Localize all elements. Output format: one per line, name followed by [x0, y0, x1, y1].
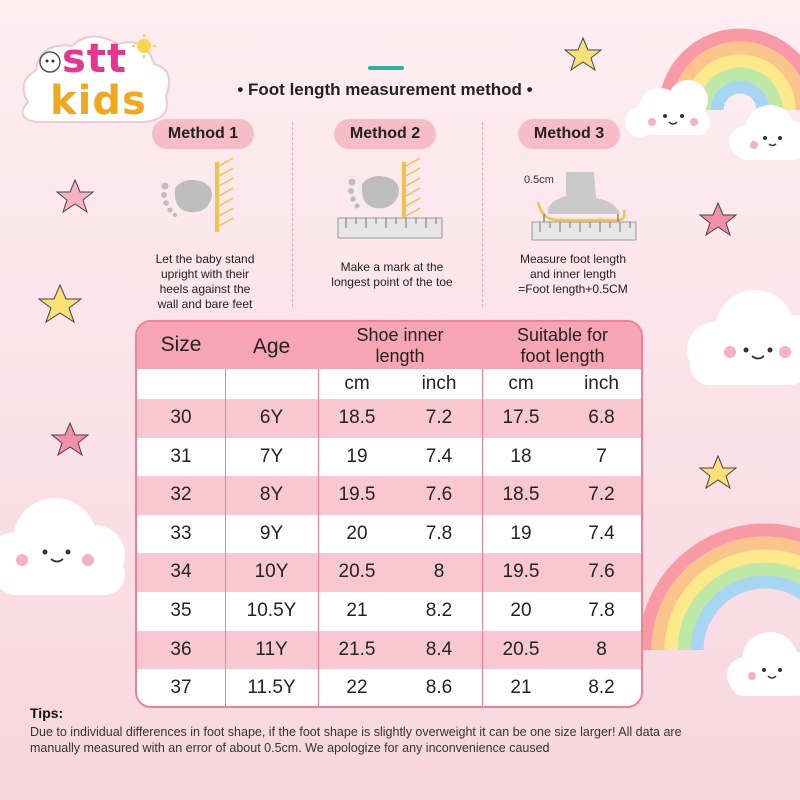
- cell-shoe-inch: 7.8: [425, 522, 453, 544]
- cell-shoe-cm: 20.5: [338, 561, 376, 583]
- cell-foot-cm: 20: [510, 600, 532, 621]
- cell-foot-inch: 6.8: [588, 407, 615, 428]
- rainbow-bottom-right: [645, 530, 800, 650]
- method-3-desc-line: Measure foot length: [519, 252, 627, 266]
- cell-size: 37: [170, 677, 192, 699]
- foot-on-ruler-icon: [336, 158, 446, 243]
- cell-size: 36: [170, 638, 192, 660]
- star-icon: [700, 456, 736, 488]
- table-row: [137, 592, 641, 631]
- star-icon: [39, 285, 81, 322]
- method-3-desc-line: =Foot length+0.5CM: [518, 282, 628, 296]
- header-line: length: [375, 346, 425, 366]
- cell-size: 31: [170, 445, 192, 467]
- method-2-label: Method 2: [334, 119, 436, 149]
- header-line: Shoe inner: [356, 325, 444, 345]
- header-line: Suitable for: [516, 325, 609, 345]
- cell-shoe-cm: 21.5: [338, 638, 376, 660]
- table-row: [137, 631, 641, 670]
- method-3-description: [498, 252, 648, 297]
- tips-text: Due to individual differences in foot shape, if the foot shape is slightly overweight it can be one size larger! All data are manually measured with an error of about 0.5cm. We apologize for any inconvenience caused: [30, 725, 682, 755]
- cell-foot-inch: 7.6: [588, 561, 615, 583]
- cell-age: 11Y: [255, 638, 288, 660]
- column-divider: [225, 369, 226, 706]
- shoe-on-ruler-icon: [530, 162, 640, 244]
- cell-foot-cm: 18.5: [502, 484, 540, 506]
- cell-shoe-inch: 7.6: [425, 484, 453, 506]
- header-size: Size: [160, 333, 202, 356]
- table-row: [137, 669, 641, 708]
- cell-age: 7Y: [259, 445, 284, 467]
- cell-shoe-inch: 8.2: [425, 600, 453, 621]
- section-accent-bar: [368, 66, 404, 70]
- foot-against-wall-icon: [155, 158, 255, 238]
- cell-size: 30: [170, 407, 192, 428]
- units-row: [137, 369, 641, 399]
- cell-foot-cm: 19: [510, 522, 532, 544]
- unit-label: cm: [508, 373, 534, 394]
- method-1-desc-line: wall and bare feet: [157, 297, 253, 311]
- unit-label: cm: [344, 373, 370, 394]
- cloud-right-middle: [687, 290, 800, 385]
- cell-shoe-inch: 7.4: [425, 445, 453, 467]
- cloud-right-top: [729, 105, 800, 160]
- cell-foot-cm: 17.5: [502, 407, 540, 428]
- cell-foot-cm: 19.5: [502, 561, 540, 583]
- method-3-callout: 0.5cm: [524, 174, 554, 186]
- method-2-desc-line: longest point of the toe: [331, 275, 453, 289]
- cell-age: 11.5Y: [247, 677, 296, 699]
- cell-foot-cm: 21: [510, 677, 532, 699]
- header-suitable-foot-length: [482, 325, 643, 367]
- star-icon: [565, 38, 601, 70]
- cell-shoe-cm: 20: [346, 522, 368, 544]
- cell-foot-inch: 7.4: [588, 522, 615, 544]
- logo-text-top: stt: [62, 36, 128, 82]
- method-1-description: [130, 252, 280, 312]
- cell-age: 10.5Y: [246, 600, 297, 621]
- header-age: Age: [252, 335, 291, 358]
- star-icon: [52, 423, 88, 455]
- cell-size: 35: [170, 600, 192, 621]
- section-heading: • Foot length measurement method •: [237, 80, 533, 99]
- cell-age: 9Y: [259, 522, 284, 544]
- cell-foot-inch: 7: [596, 445, 607, 467]
- column-divider: [482, 369, 483, 706]
- size-chart-table: [135, 320, 643, 708]
- table-row: [137, 553, 641, 592]
- method-1-desc-line: upright with their: [160, 267, 250, 281]
- cell-foot-inch: 8: [596, 638, 607, 660]
- logo-text-bottom: kids: [50, 78, 147, 124]
- cell-foot-inch: 7.8: [588, 600, 615, 621]
- unit-label: inch: [584, 373, 619, 394]
- cell-size: 34: [170, 561, 192, 583]
- table-row: [137, 399, 641, 438]
- cell-shoe-inch: 8: [433, 561, 445, 583]
- cell-shoe-inch: 8.6: [425, 677, 453, 699]
- cell-shoe-inch: 8.4: [425, 638, 453, 660]
- cell-shoe-inch: 7.2: [425, 407, 453, 428]
- cell-foot-cm: 20.5: [502, 638, 540, 660]
- cell-foot-cm: 18: [510, 445, 532, 467]
- header-shoe-inner-length: [318, 325, 482, 367]
- cloud-left-bottom: [0, 498, 125, 595]
- unit-label: inch: [421, 373, 457, 394]
- method-1-desc-line: heels against the: [159, 282, 251, 296]
- cell-foot-inch: 8.2: [588, 677, 615, 699]
- method-divider: [482, 122, 483, 307]
- method-3-desc-line: and inner length: [529, 267, 617, 281]
- cell-age: 10Y: [254, 561, 289, 583]
- method-1-desc-line: Let the baby stand: [155, 252, 255, 266]
- table-row: [137, 438, 641, 477]
- cell-size: 33: [170, 522, 192, 544]
- header-line: foot length: [520, 346, 605, 366]
- column-divider: [318, 369, 319, 706]
- cell-size: 32: [170, 484, 192, 506]
- tips-title: Tips:: [30, 705, 64, 721]
- star-icon: [700, 203, 736, 235]
- cell-foot-inch: 7.2: [588, 484, 615, 506]
- method-3-label: Method 3: [518, 119, 620, 149]
- cell-shoe-cm: 19: [346, 445, 368, 467]
- cell-shoe-cm: 18.5: [338, 407, 376, 428]
- table-row: [137, 515, 641, 554]
- cloud-bottom-right: [727, 632, 800, 696]
- cell-age: 6Y: [259, 407, 284, 428]
- cell-shoe-cm: 19.5: [338, 484, 376, 506]
- table-row: [137, 476, 641, 515]
- star-icon: [57, 180, 93, 212]
- method-1-label: Method 1: [152, 119, 254, 149]
- method-2-desc-line: Make a mark at the: [340, 260, 444, 274]
- cell-shoe-cm: 21: [346, 600, 368, 621]
- cell-shoe-cm: 22: [346, 677, 368, 699]
- method-divider: [292, 122, 293, 307]
- method-2-description: [312, 260, 472, 290]
- cell-age: 8Y: [259, 484, 284, 506]
